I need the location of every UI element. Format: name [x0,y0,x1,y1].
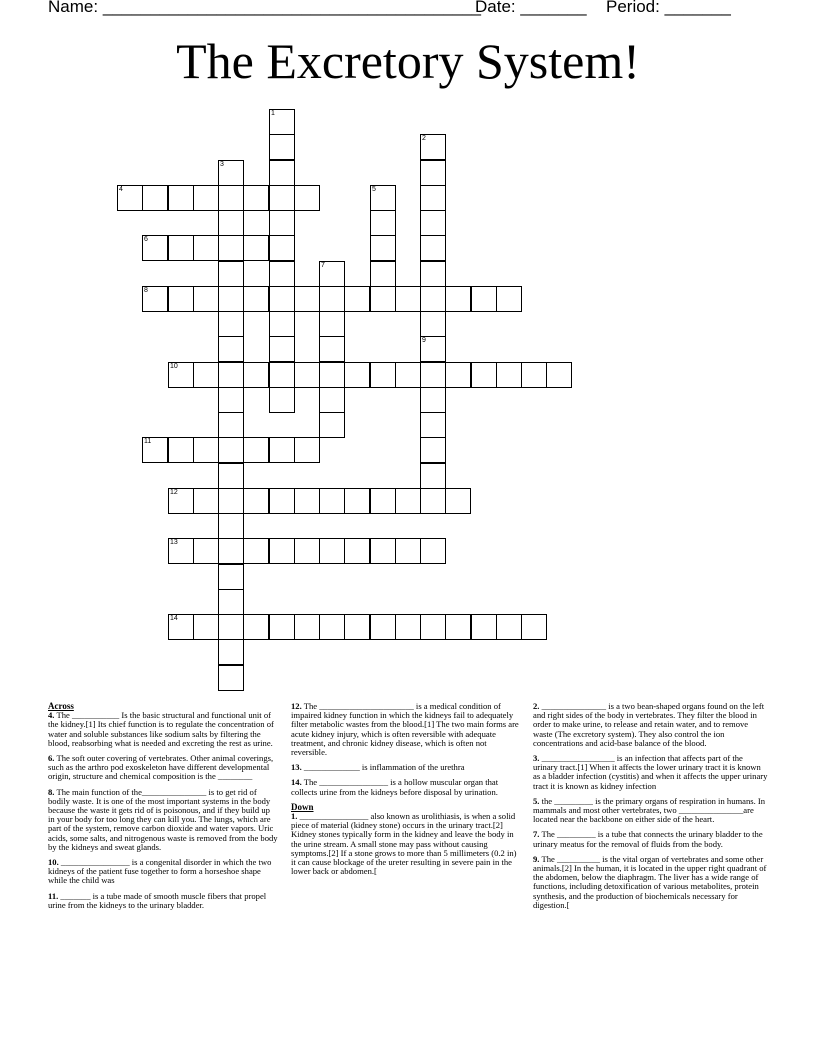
clues-column-1 [48,702,278,916]
grid-cell[interactable] [294,185,320,211]
grid-cell[interactable] [218,488,244,514]
clue-number: 2. [533,701,540,711]
grid-cell[interactable] [319,488,345,514]
down-heading: Down [291,801,314,812]
clue-number-label: 3 [220,161,224,168]
grid-cell[interactable] [319,362,345,388]
grid-cell[interactable] [269,614,295,640]
grid-cell[interactable] [117,185,143,211]
grid-cell[interactable] [218,261,244,287]
clue-list-col2 [291,702,519,797]
across-heading: Across [48,701,74,711]
clue-number: 9. [533,853,540,864]
grid-cell[interactable] [193,488,219,514]
grid-cell[interactable] [420,614,446,640]
clue-item [291,763,519,772]
grid-cell[interactable] [193,538,219,564]
grid-cell[interactable] [193,185,219,211]
grid-cell[interactable] [218,210,244,236]
grid-cell[interactable] [420,160,446,186]
clue-number: 8. [48,786,55,797]
clue-number: 7. [533,829,540,840]
clue-text: The __________ is the vital organ of vertebrates and some other animals.[2] In the human, it is located in the upper right quadrant of the abdomen, below the diaphragm. The liver has a wide range of functions, including detoxification of various metabolites, protein synthesis, and the production of biochemicals necessary for digestion.[ [533,853,767,910]
clue-item [533,830,768,848]
clue-number-label: 10 [170,363,178,370]
grid-cell[interactable] [218,614,244,640]
period-label: Period: [606,0,660,16]
clue-text: ________________ also known as urolithiasis, is when a solid piece of material (kidney stone) occurs in the urinary tract.[2] Kidney stones typically form in the kidney and leave the body in the urine stream. A small stone may pass without causing symptoms.[2] If a stone grows to more than 5 millimeters (0.2 in) it can cause blockage of the ureter resulting in severe pain in the lower back or abdomen.[ [291,811,517,877]
grid-cell[interactable] [243,286,269,312]
grid-cell[interactable] [269,210,295,236]
grid-cell[interactable] [319,261,345,287]
grid-cell[interactable] [168,437,194,463]
grid-cell[interactable] [319,412,345,438]
grid-cell[interactable] [269,362,295,388]
grid-cell[interactable] [319,311,345,337]
grid-cell[interactable] [269,286,295,312]
grid-cell[interactable] [344,614,370,640]
grid-cell[interactable] [294,286,320,312]
clue-number: 4. [48,710,55,721]
clue-item [533,797,768,825]
clue-item [533,855,768,910]
grid-cell[interactable] [420,235,446,261]
clues-column-2 [291,702,519,882]
grid-cell[interactable] [370,286,396,312]
clue-item [291,812,519,876]
grid-cell[interactable] [471,286,497,312]
clue-number-label: 12 [170,489,178,496]
clue-text: ________________ is a congenital disorder in which the two kidneys of the patient fuse together to form a horseshoe shape while the child was [48,857,272,886]
period-blank[interactable]: _______ [664,0,731,16]
page-title: The Excretory System! [176,33,640,89]
grid-cell[interactable] [243,235,269,261]
grid-cell[interactable] [294,614,320,640]
grid-cell[interactable] [218,412,244,438]
clue-number-label: 4 [119,186,123,193]
grid-cell[interactable] [420,437,446,463]
grid-cell[interactable] [546,362,572,388]
grid-cell[interactable] [395,614,421,640]
grid-cell[interactable] [420,412,446,438]
grid-cell[interactable] [344,538,370,564]
grid-cell[interactable] [193,286,219,312]
clue-item [291,778,519,796]
grid-cell[interactable] [344,286,370,312]
grid-cell[interactable] [269,185,295,211]
grid-cell[interactable] [218,513,244,539]
clue-text: The ___________ Is the basic structural and functional unit of the kidney.[1] Its chief function is to regulate the concentration of water and soluble substances like sodium salts by filtering the blood, reabsorbing what is needed and excreting the rest as urine. [48,710,274,748]
grid-cell[interactable] [168,185,194,211]
clue-text: The _________ is a tube that connects the urinary bladder to the urinary meatus for the removal of fluids from the body. [533,829,763,849]
grid-cell[interactable] [319,336,345,362]
grid-cell[interactable] [269,261,295,287]
grid-cell[interactable] [218,286,244,312]
grid-cell[interactable] [168,286,194,312]
grid-cell[interactable] [218,235,244,261]
clue-number: 10. [48,857,59,868]
clue-number: 11. [48,890,59,901]
grid-cell[interactable] [395,362,421,388]
name-blank[interactable]: ________________________________________ [102,0,481,16]
clues-column-3 [533,702,768,916]
grid-cell[interactable] [370,261,396,287]
clue-number-label: 2 [422,135,426,142]
grid-cell[interactable] [496,614,522,640]
grid-cell[interactable] [168,235,194,261]
grid-cell[interactable] [269,488,295,514]
grid-cell[interactable] [269,311,295,337]
grid-cell[interactable] [521,614,547,640]
clue-number-label: 6 [144,236,148,243]
grid-cell[interactable] [294,538,320,564]
grid-cell[interactable] [344,362,370,388]
clue-item [48,892,278,910]
grid-cell[interactable] [269,134,295,160]
grid-cell[interactable] [521,362,547,388]
grid-cell[interactable] [496,362,522,388]
grid-cell[interactable] [218,160,244,186]
grid-cell[interactable] [142,185,168,211]
clue-number: 5. [533,795,540,806]
grid-cell[interactable] [319,387,345,413]
clue-text: The main function of the_______________ is to get rid of bodily waste. It is one of the most important systems in the body because the waste it gets rid of is poisonous, and if they build up in your body for too long they can kill you. The lungs, which are part of the system, remove carbon dioxide and water vapors. Uric acids, some salts, and nitrogenous waste is removed from the body by the kidneys and sweat glands. [48,786,278,852]
grid-cell[interactable] [420,336,446,362]
clue-number: 1. [291,811,298,822]
grid-cell[interactable] [243,185,269,211]
clue-text: _____________ is inflammation of the urethra [301,762,465,773]
grid-cell[interactable] [218,437,244,463]
grid-cell[interactable] [218,362,244,388]
grid-cell[interactable] [294,488,320,514]
clue-item [48,788,278,852]
grid-cell[interactable] [445,614,471,640]
grid-cell[interactable] [370,614,396,640]
grid-cell[interactable] [395,538,421,564]
clue-number: 14. [291,777,302,788]
grid-cell[interactable] [142,286,168,312]
grid-cell[interactable] [445,286,471,312]
clue-list-col3 [533,702,768,910]
clue-item [48,858,278,886]
grid-cell[interactable] [420,538,446,564]
grid-cell[interactable] [319,538,345,564]
grid-cell[interactable] [420,185,446,211]
grid-cell[interactable] [269,109,295,135]
clue-item [533,754,768,791]
grid-cell[interactable] [420,387,446,413]
grid-cell[interactable] [243,437,269,463]
grid-cell[interactable] [142,235,168,261]
grid-cell[interactable] [395,488,421,514]
grid-cell[interactable] [471,614,497,640]
clue-text: The ________________ is a hollow muscular organ that collects urine from the kidneys before disposal by urination. [291,777,499,797]
clue-item [533,702,768,748]
clue-text: the _________ is the primary organs of respiration in humans. In mammals and most other vertebrates, two _______________are located near the backbone on either side of the heart. [533,795,766,825]
grid-cell[interactable] [142,437,168,463]
grid-cell[interactable] [496,286,522,312]
grid-cell[interactable] [218,639,244,665]
grid-cell[interactable] [370,210,396,236]
clue-number-label: 11 [144,438,152,445]
grid-cell[interactable] [370,538,396,564]
clue-number: 12. [291,701,302,711]
grid-cell[interactable] [445,362,471,388]
grid-cell[interactable] [445,488,471,514]
grid-cell[interactable] [218,185,244,211]
clue-text: _______________ is a two bean-shaped organs found on the left and right sides of the body in vertebrates. They filter the blood in order to make urine, to release and retain water, and to remove waste (The excretory system). They also control the ion concentrations and acid-base balance of the blood. [533,701,765,748]
clue-number: 13. [291,762,302,773]
grid-cell[interactable] [269,235,295,261]
clue-text: The soft outer covering of vertebrates. Other animal coverings, such as the arthro pod exoskeleton have different developmental origin, structure and chemical composition is the ________ [48,753,274,782]
grid-cell[interactable] [218,589,244,615]
grid-cell[interactable] [243,488,269,514]
grid-cell[interactable] [218,336,244,362]
clue-item [48,711,278,748]
grid-cell[interactable] [370,488,396,514]
grid-cell[interactable] [168,362,194,388]
grid-cell[interactable] [218,538,244,564]
grid-cell[interactable] [420,488,446,514]
clue-number-label: 1 [271,110,275,117]
grid-cell[interactable] [344,488,370,514]
grid-cell[interactable] [218,564,244,590]
clue-number-label: 14 [170,615,178,622]
clue-text: The ______________________ is a medical condition of impaired kidney function in which the kidneys fail to adequately filter metabolic wastes from the blood.[1] The two main forms are acute kidney injury, which is often reversible with adequate treatment, and chronic kidney disease, which is often not reversible. [291,701,519,758]
grid-cell[interactable] [243,362,269,388]
grid-cell[interactable] [269,336,295,362]
clue-list-col2-down [291,812,519,876]
clue-number-label: 5 [372,186,376,193]
grid-cell[interactable] [243,538,269,564]
grid-cell[interactable] [420,134,446,160]
grid-cell[interactable] [269,160,295,186]
grid-cell[interactable] [420,210,446,236]
clue-number-label: 13 [170,539,178,546]
grid-cell[interactable] [294,437,320,463]
clue-number-label: 7 [321,262,325,269]
grid-cell[interactable] [168,488,194,514]
grid-cell[interactable] [471,362,497,388]
grid-cell[interactable] [269,387,295,413]
grid-cell[interactable] [218,311,244,337]
grid-cell[interactable] [294,362,320,388]
grid-cell[interactable] [218,665,244,691]
name-label: Name: [48,0,99,16]
grid-cell[interactable] [218,387,244,413]
clue-list-col1 [48,711,278,910]
grid-cell[interactable] [370,362,396,388]
date-label: Date: [475,0,516,16]
grid-cell[interactable] [420,362,446,388]
grid-cell[interactable] [168,614,194,640]
grid-cell[interactable] [193,614,219,640]
grid-cell[interactable] [420,463,446,489]
clue-text: _______ is a tube made of smooth muscle fibers that propel urine from the kidneys to the urinary bladder. [48,890,267,910]
grid-cell[interactable] [420,311,446,337]
grid-cell[interactable] [243,614,269,640]
clue-number-label: 9 [422,337,426,344]
grid-cell[interactable] [193,235,219,261]
grid-cell[interactable] [319,286,345,312]
clue-item [48,754,278,782]
grid-cell[interactable] [395,286,421,312]
clue-number-label: 8 [144,287,148,294]
grid-cell[interactable] [420,261,446,287]
grid-cell[interactable] [319,614,345,640]
grid-cell[interactable] [370,185,396,211]
grid-cell[interactable] [420,286,446,312]
grid-cell[interactable] [370,235,396,261]
clue-item [291,702,519,757]
grid-cell[interactable] [168,538,194,564]
grid-cell[interactable] [269,538,295,564]
grid-cell[interactable] [269,437,295,463]
date-blank[interactable]: _______ [520,0,587,16]
grid-cell[interactable] [193,437,219,463]
clue-number: 3. [533,753,540,764]
grid-cell[interactable] [218,463,244,489]
clue-number: 6. [48,753,55,764]
clue-text: _________________ is an infection that affects part of the urinary tract.[1] When it affects the lower urinary tract it is known as a bladder infection (cystitis) and when it affects the upper urinary tract it is known as kidney infection [533,753,768,791]
grid-cell[interactable] [193,362,219,388]
